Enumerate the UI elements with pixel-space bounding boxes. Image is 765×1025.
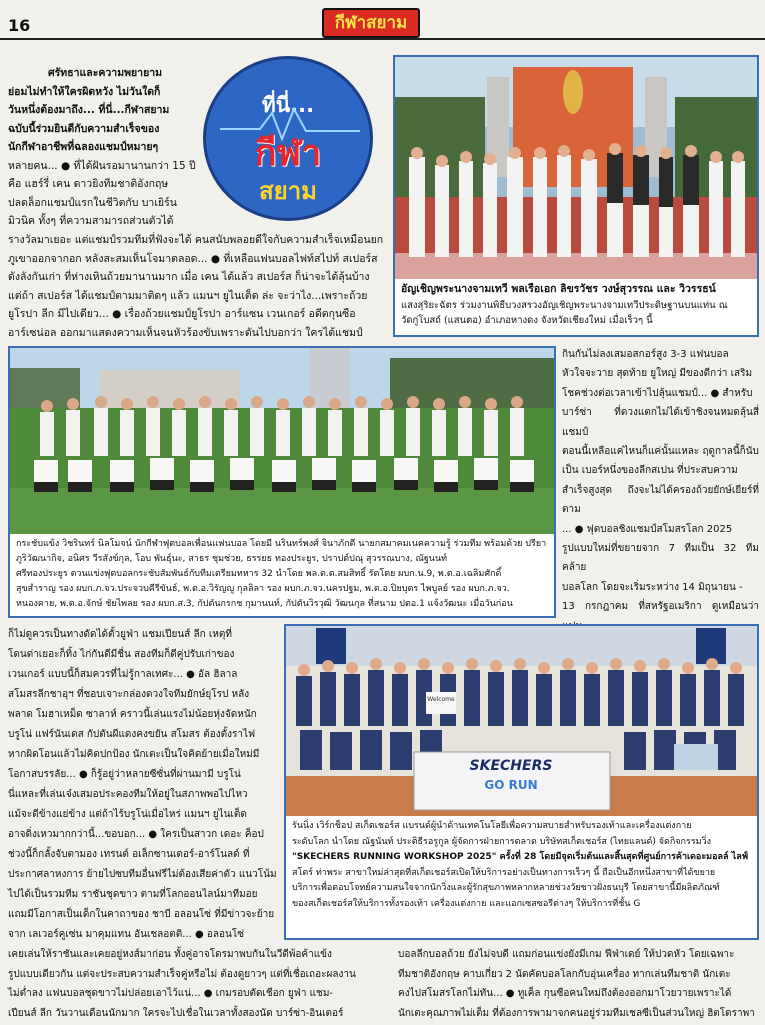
text-line: คงไปสโมสรโลกไม่ทัน... ● ทูเค็ล กุนซือคนใหม่ถึงต้องออกมาโวยวายเพราะได้: [398, 988, 732, 999]
header-rule: [0, 38, 765, 40]
caption-line: วัดกู่โบสถ์ (แสนตอ) อำเภอหางดง จังหวัดเชียงใหม่ เมื่อเร็วๆ นี้: [401, 315, 653, 326]
logo-line3: สยาม: [258, 177, 317, 205]
text-line: บาร์ซ่า ที่ดวงแตกไม่ได้เข้าชิงจนหมดลุ้นสี่แชมป์: [562, 407, 759, 438]
text-line: หากผิดโอนแล้วไม่คิดปกป้อง นักเตะเป็นใจคิดย้ายเมื่อใหม่มี: [8, 749, 260, 760]
text-line: รางวัลมาเยอะ แต่แชมป์รวมทีมที่ฟังจะได้ คนสนับพลอยดีใจกับความสำเร็จเหมือนยก: [8, 234, 384, 246]
text-line: วันหนึ่งต้องมาถึง... ที่นี่...กีฬาสยาม: [8, 104, 170, 116]
text-line: โอกาสบรรลัย... ● ก็รู้อยู่ว่าหลายซีซั่นที่ผ่านมามี บรูโน่: [8, 769, 241, 780]
text-line: หัวใจจะวาย สุดท้าย ยูใหญ่ มีของดีกว่า เสริม: [562, 368, 753, 380]
ceremony-photo: [395, 57, 757, 279]
caption-line: ภูริวัฒนากิจ, อนิศร วีรสังข์กุล, โอบ พันธุ์นะ, สาธร ชุมช่วย, ธรรยธ ทองประยูร, ปราปต์ปณุ สุวรรณบาง, ณัฐนนท์: [16, 554, 448, 564]
col1-intro: [8, 64, 208, 249]
text-line: ... ● ฟุตบอลชิงแชมป์สโมสรโลก 2025: [562, 523, 733, 535]
banner-subtext: GO RUN: [484, 778, 538, 792]
text-line: ฉบับนี้ร่วมยินดีกับความสำเร็จของ: [8, 122, 160, 135]
caption-line: กระชับแข้ง วิชรินทร์ นิลโมจน์ นักกีฬาฟุตบอลเพื่อนแฟนบอล โดยมี นรินทร์พงศ์ จินาภักดี นายกสมาคมเนคความรู้ ร่วมทีม พร้อมด้วย ปรียา: [16, 539, 547, 549]
text-line: นี่แหละที่เล่นเจ๋งเสมอประคองทีมให้อยู่ในสภาพพอไปไหว: [8, 789, 248, 800]
col1-intro-continued: [8, 231, 386, 347]
caption-ceremony: [395, 279, 757, 343]
caption-line: "SKECHERS RUNNING WORKSHOP 2025" ครั้งที่ 28 โดยมีจุดเริ่มต้นและสิ้นสุดที่ศูนย์การค้าเดอะมอลล์ ไลฟ์: [292, 852, 749, 862]
photo-skechers-frame: [284, 624, 759, 940]
text-line: เปียนส์ ลีก วันวานเดือนนักมาก ใครจะไปเชื่อในเวลาทั้งสองนัด บาร์ซ่า-อินเตอร์: [8, 1007, 344, 1019]
text-line: อาจดิ่งเหวมากกว่านี้...ขอบอก... ● ใครเป็นสาวก เดอะ ค็อป: [8, 829, 264, 840]
text-line: มิวนิค ทั้งๆ ที่ความสามารถส่วนตัวได้: [8, 215, 174, 227]
text-line: ปลดล็อกแชมป์แรกในชีวิตกับ บาเยิร์น: [8, 196, 177, 209]
col-right-bottom: [398, 945, 759, 1023]
text-line: แม้จะดีข้างแย่ข้าง แต่ถ้าไร้บรูโน่เมื่อไหร่ แมนฯ ยูไนเต็ด: [8, 809, 247, 820]
text-line: ตอนนี้เหลือแค่ไหนก็แค่นั้นแหละ ฤดูกาลนี้ก็นับ: [562, 446, 759, 458]
banner-text: SKECHERS: [469, 758, 553, 774]
caption-line: บริการเพื่อตอบโจทย์ความสนใจจากนักวิ่งและผู้รักสุขภาพหลากหลายช่วงวัยชาวฝั่งธนบุรี โดยสาขานี้มีผลิตภัณฑ์: [292, 883, 720, 893]
welcome-sign: Welcome: [427, 696, 455, 703]
masthead: กีฬาสยาม: [322, 8, 420, 38]
text-line: บอลโลก โดยจะเริ่มระหว่าง 14 มิถุนายน -: [562, 581, 743, 593]
text-line: เคยเล่นให้ราชันและเคยอยู่หงส์มาก่อน ทั้งคู่อาจโดรมาพบกันในวีดีพ้อค้าแข้ง: [8, 949, 332, 960]
caption-line: รันนิ่ง เวิร์กช็อป สเก็ตเชอร์ส แบรนด์ผู้นำด้านเทคโนโลยีเพื่อความสบายสำหรับรองเท้าและเครื่องแต่งกาย: [292, 821, 692, 831]
text-line: ศรัทธาและความพยายาม: [48, 67, 163, 79]
text-line: 13 กรกฎาคม ที่สหรัฐอเมริกา ดูเหมือนว่า: [562, 601, 759, 613]
logo-line1: ที่นี่...: [261, 93, 315, 117]
text-line: โดนด่าเยอะก็ทิ้ง ไก่กันดีมีชื่น สองทีมก็ดีคู่ปรับเก่าของ: [8, 649, 235, 660]
text-line: แต่ถ้า สเปอร์ส ได้แชมป์ตามมาติดๆ แล้ว แมนฯ ยูไนเต็ด ล่ะ จะว่าไง...เพราะถ้วย: [8, 289, 368, 302]
text-line: เป็น เบอร์หนึ่งของลีกสเปน ที่ประสบความ: [562, 465, 738, 477]
text-line: บรูโน่ แฟร์นันเดส กัปตันผีแดงคงขยัน สโมสร ต้องตั้งราไฟ: [8, 729, 256, 740]
text-line: ทีมชาติอังกฤษ คาบเกี่ยว 2 นัดคัดบอลโลกกับอุ่นเครื่อง ทากเล่นทีมชาติ นักเตะ: [398, 968, 731, 980]
caption-line: ศรีทองประยูร ตวนแข่งฟุตบอลกระชับสัมพันธ์กับทีมเตรียมทหาร 32 นำโดย พล.ต.ต.สมสิทธิ์ รัตโตย ผบก.น.9, พ.ต.อ.เฉลิมศักดิ์: [16, 569, 502, 579]
caption-line: ระดับโลก นำโดย ณัฐนันท์ ประติธีรอรูกูล ผู้จัดการฝ่ายการตลาด บริษัทสเก็ตเชอร์ส (ไทยแลนด์) จัดกิจกรรมวิ่ง: [292, 836, 712, 847]
caption-line: ของสเก็ตเชอร์สให้บริการทั้งรองเท้า เครื่องแต่งกาย และแอกเซสซอรีต่างๆ ให้บริการที่ชั้น G: [292, 898, 641, 909]
caption-line: อัญเชิญพระนางจามเทวี พลเรือเอก ลิขรวัชร วงษ์สุวรรณ และ วิวรรธน์: [401, 283, 716, 295]
text-line: รูปแบบใหม่ที่ขยายจาก 7 ทีมเป็น 32 ทีม คล้าย: [562, 543, 759, 574]
text-line: จาก เลเวอร์คูเซ่น มาคุมแทน อันเชลอตติ... ● อลอนโซ่: [8, 929, 245, 940]
text-line: หลายคน... ● ที่ได้ฝันรอมานานกว่า 15 ปี: [8, 159, 196, 172]
football-team-photo: [10, 348, 554, 534]
photo-ceremony-frame: [393, 55, 759, 337]
column-logo: [203, 56, 373, 221]
text-line: เวนเกอร์ แบบนี้ก็สมควรที่ไม่รู้กาลเทศะ... ● อัล ฮิลาล: [8, 669, 238, 680]
col-right-mid: [562, 345, 759, 619]
text-line: นักเตะคุณภาพไม่เต็ม ที่ต้องการพามาจกคนอยู่ร่วมทีมเชลซีเป็นส่วนใหญ่ ฮิตโดราพา: [398, 1007, 755, 1019]
text-line: ไปได้เป็นรวมทีม ราชันชุดขาว ตามที่โลกออนไลน์มาทีมอย: [8, 889, 258, 900]
photo-football-frame: [8, 346, 556, 618]
text-line: ประกาศลาหงการ ย้ายไปซบทีมอื่นฟรีไม่ต้องเสียค่าตัว แนวโน้ม: [8, 869, 277, 880]
caption-football: [10, 534, 554, 622]
text-line: บอลลีกบอลถ้วย ยังไม่จบดี แถมก่อนแข่งยังมีเกม ฟีฟ่าเดย์ ให้ปวดหัว โดยเฉพาะ: [398, 949, 735, 960]
caption-line: สโตร์ ท่าพระ สาขาใหม่ล่าสุดที่สเก็ตเชอร์สเปิดให้บริการอย่างเป็นทางการเร็วๆ นี้ ถือเป็นอีกหนึ่งสาขาที่ได้ขยาย: [292, 867, 716, 878]
text-line: รูปแบบเดียวกัน แต่จะประสบความสำเร็จคู่หรือไม่ ต้องดูยาวๆ แต่ที่เชื่อเถอะผลงาน: [8, 968, 356, 980]
text-line: ดังลังกันเก่า ที่ห่างเหินถ้วยมานานมาก เมื่อ เคน ได้แล้ว สเปอร์ส ก็น่าจะได้ลุ้นบ้าง: [8, 271, 370, 283]
caption-line: แสงสุริยะฉัตร ร่วมงานพิธีบวงสรวงอัญเชิญพระนางจามเทวีประดิษฐานบนแท่น ณ: [401, 299, 728, 311]
text-line: โชคช่วงต่อเวลาเข้าไปลุ้นแชมป์... ● สำหรับ: [562, 387, 753, 399]
text-line: ไม่ต่ำลง แฟนบอลชุดขาวไม่ปล่อยเอาไว้แน่... ● เกมรอบตัดเชือก ยูฟ่า แชม-: [8, 988, 334, 999]
text-line: กินกันไม่ลงเสมอสกอร์สูง 3-3 แฟนบอล: [562, 349, 729, 360]
text-line: ภูเขาออกจากอก หลังสะสมเห็นโจมาตลอด... ● ที่เหลือแฟนบอลไฟท์สไปท์ สเปอร์ส: [8, 252, 378, 265]
caption-line: สุขสำราญ รอง ผบก.ภ.จว.ประจวบคีรีขันธ์, พ.ต.อ.วิรัญญู กุลลิลา รอง ผบก.ภ.จว.นครปฐม, พ.ต.อ.ปิยบุตร ไพบูลย์ รอง ผบก.ภ.จว.: [16, 584, 510, 594]
text-line: ช่วงนี้ก็กลั้งจับตามอง เทรนต์ อเล็กซานเดอร์-อาร์โนลด์ ที่: [8, 849, 250, 860]
logo-line2: กีฬา: [254, 133, 322, 174]
text-line: ย่อมไม่ทำให้ใครผิดหวัง ไม่วันใดก็: [8, 85, 161, 98]
page-number: 16: [8, 16, 31, 35]
text-line: นักกีฬาอาชีพที่ฉลองแชมป์หมายๆ: [8, 141, 159, 153]
text-line: อาร์เซน่อล ออกมาแสดงความเห็นจนหัวร้องขับเพราะดันไปบอกว่า ใครได้แชมป์: [8, 326, 363, 339]
text-line: พลาด โมฮาเหม็ด ซาลาห์ คราวนี้เล่นแรงไม่น้อยหุ่งจัดหนัก: [8, 709, 257, 720]
text-line: ก็ไม่ดูควรเป็นทางดัดได้ตั้วยูฟ่า แชมเปียนส์ ลีก เหตุที่: [8, 629, 232, 640]
text-line: คือ แฮร์รี่ เคน ดาวยิงทีมชาติอังกฤษ: [8, 178, 169, 190]
text-line: แถมมีโอกาสเป็นเด็กในคาถาของ ชาบี อลอนโซ่ ที่มีข่าวจะย้าย: [8, 909, 275, 920]
text-line: สโมสรลีกชาอุฯ ที่ชอบเจาะกล่องดวงใจทีมยักษ์ยุโรป หลัง: [8, 689, 250, 700]
text-line: สำเร็จสูงสุด ถึงจะไม่ได้ครองถ้วยยักษ์เยียร์ที่ตาม: [562, 484, 759, 516]
text-line: ยูโรปา ลีก มีไปเดียว... ● เรื่องถ้วยแชมป์ยูโรปา อาร์แซน เวนเกอร์ อดีตกุนซือ: [8, 308, 356, 320]
caption-line: หนองคาย, พ.ต.อ.จักษ์ ชัยไพลย รอง ผบก.ส.3, กัปตันกรกช กุมานนท์, กัปตันวิรวุฒิ วัฒนกุล ที่สนาม ปตอ.1 แจ้งวัฒนะ เมื่อวันก่อน: [16, 599, 513, 609]
caption-skechers: [286, 816, 757, 944]
col1-bottom-wide: [8, 945, 396, 1023]
